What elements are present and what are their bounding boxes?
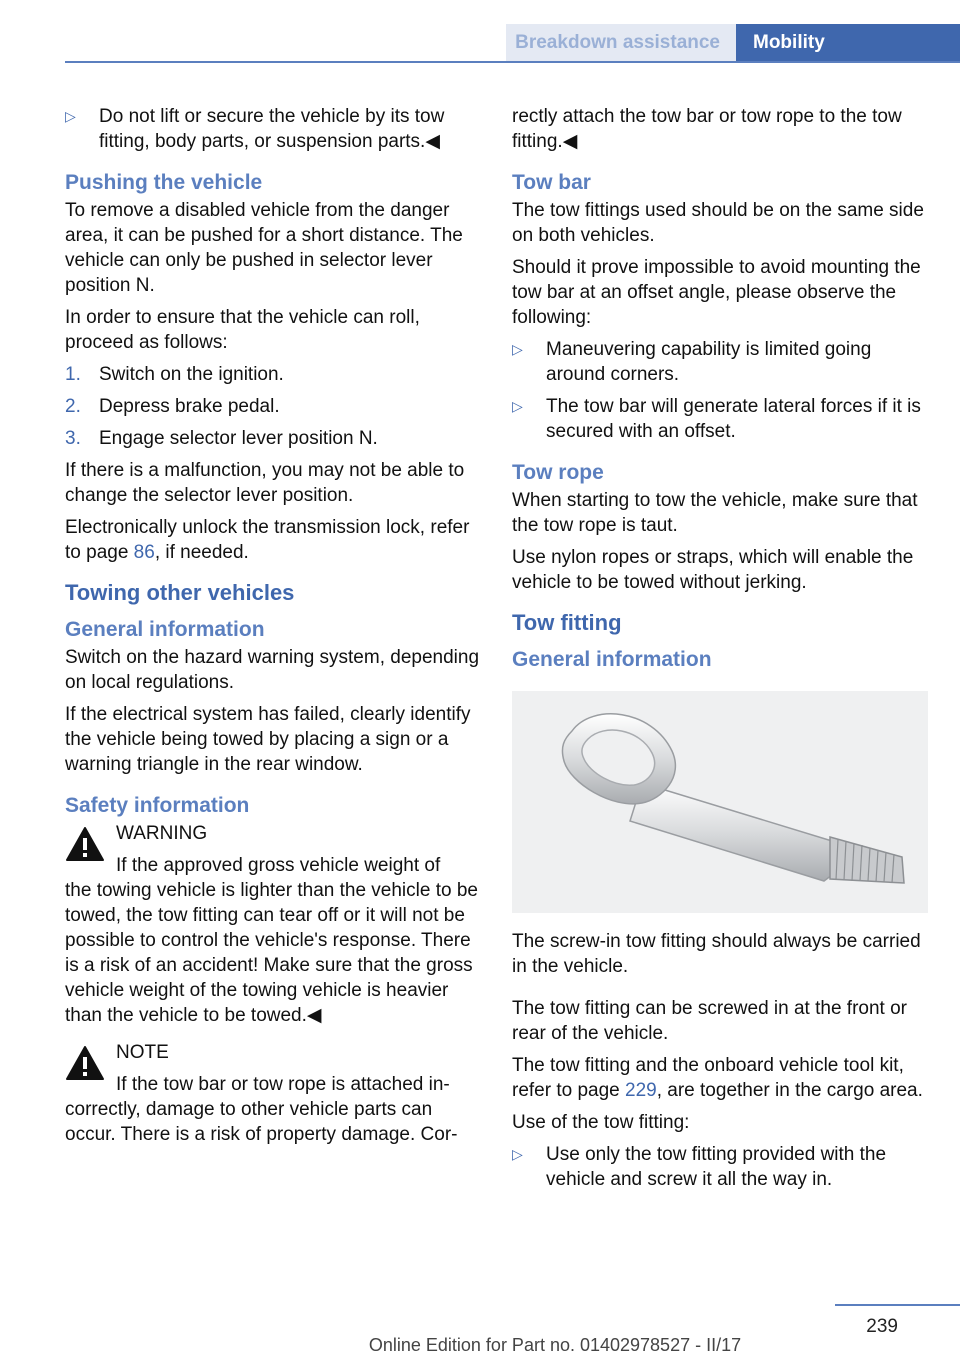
paragraph-text: The tow fitting and the onboard vehicle tool kit, refer to page: [512, 1055, 904, 1101]
warning-label: WARNING: [116, 823, 208, 844]
tow-fitting-icon: [512, 691, 928, 913]
list-item: [512, 1142, 930, 1192]
tow-fitting-illustration: [512, 691, 928, 913]
section-heading: General information: [512, 648, 712, 671]
paragraph: The screw-in tow fitting should always be carried in the vehicle.: [512, 931, 921, 977]
page-link[interactable]: 229: [625, 1080, 657, 1101]
paragraph: If the electrical system has failed, clearly identify the vehicle being towed by placing a sign or a warning triangle in the rear window.: [65, 704, 471, 775]
bullet-text: Maneuvering capability is limited going around corners.: [546, 339, 872, 385]
paragraph: rectly attach the tow bar or tow rope to the tow fitting.◀: [512, 106, 902, 152]
paragraph: If there is a malfunction, you may not be able to change the selector lever position.: [65, 460, 465, 506]
warning-block: [65, 821, 480, 878]
note-block: [65, 1040, 480, 1097]
edition-footer: Online Edition for Part no. 01402978527 - II/17: [368, 1335, 742, 1355]
bullet-text: Use only the tow fitting provided with the vehicle and screw it all the way in.: [546, 1144, 887, 1190]
warning-text: If the approved gross vehicle weight of: [116, 855, 441, 876]
paragraph-text: , if needed.: [154, 542, 249, 563]
section-heading: Safety information: [65, 794, 250, 817]
note-text: If the tow bar or tow rope is attached in-: [116, 1074, 450, 1095]
page-header: [0, 0, 960, 62]
note-text: correctly, damage to other vehicle parts can occur. There is a risk of property damage. Cor-: [65, 1099, 458, 1145]
right-column: [512, 104, 930, 1199]
warning-text: the towing vehicle is lighter than the vehicle to be towed, the tow fitting can tear off or it will not be possible to control the vehicle's response. There is a risk of an accident! Make sure that the gross vehicle weight of the towing vehicle is heavier than the vehicle to be towed.◀: [65, 880, 478, 1026]
list-item: [65, 394, 480, 419]
section-heading: Tow rope: [512, 461, 604, 484]
list-item: [512, 337, 930, 387]
header-rule: [65, 61, 960, 63]
step-number: 3.: [65, 428, 81, 449]
warning-triangle-icon: [65, 826, 105, 862]
page-link[interactable]: 86: [133, 542, 155, 563]
triangle-right-icon: ▷: [65, 108, 76, 124]
paragraph: The tow fitting can be screwed in at the front or rear of the vehicle.: [512, 998, 907, 1044]
paragraph-text: Electronically unlock the transmission lock, refer to page: [65, 517, 470, 563]
paragraph: [512, 1053, 930, 1103]
chapter-heading: Tow fitting: [512, 610, 622, 635]
chapter-tab[interactable]: Mobility: [736, 24, 960, 62]
step-text: Engage selector lever position N.: [99, 428, 378, 449]
triangle-right-icon: ▷: [512, 1146, 523, 1162]
section-heading: Tow bar: [512, 171, 591, 194]
section-heading: General information: [65, 618, 265, 641]
paragraph-text: , are together in the cargo area.: [656, 1080, 923, 1101]
chapter-heading: Towing other vehicles: [65, 580, 295, 605]
step-text: Switch on the ignition.: [99, 364, 284, 385]
paragraph: In order to ensure that the vehicle can roll, proceed as follows:: [65, 307, 420, 353]
section-heading: Pushing the vehicle: [65, 171, 263, 194]
triangle-right-icon: ▷: [512, 341, 523, 357]
list-item: [65, 104, 480, 154]
paragraph: [65, 515, 480, 565]
paragraph: When starting to tow the vehicle, make sure that the tow rope is taut.: [512, 490, 918, 536]
note-label: NOTE: [116, 1042, 169, 1063]
paragraph: To remove a disabled vehicle from the danger area, it can be pushed for a short distance. The vehicle can only be pushed in selector lever position N.: [65, 200, 463, 296]
list-item: [65, 362, 480, 387]
list-item: [65, 426, 480, 451]
bullet-text: Do not lift or secure the vehicle by its tow fitting, body parts, or suspension parts.◀: [99, 106, 445, 152]
bullet-text: The tow bar will generate lateral forces if it is secured with an offset.: [546, 396, 921, 442]
paragraph: Use of the tow fitting:: [512, 1112, 690, 1133]
step-text: Depress brake pedal.: [99, 396, 280, 417]
paragraph: Switch on the hazard warning system, depending on local regulations.: [65, 647, 480, 693]
section-tab[interactable]: Breakdown assistance: [506, 24, 736, 61]
paragraph: Use nylon ropes or straps, which will enable the vehicle to be towed without jerking.: [512, 547, 914, 593]
warning-triangle-icon: [65, 1045, 105, 1081]
step-number: 2.: [65, 396, 81, 417]
step-number: 1.: [65, 364, 81, 385]
footer-rule: [835, 1304, 960, 1306]
triangle-right-icon: ▷: [512, 398, 523, 414]
paragraph: The tow fittings used should be on the same side on both vehicles.: [512, 200, 924, 246]
left-column: [65, 104, 480, 1159]
list-item: [512, 394, 930, 444]
page-number: 239: [866, 1316, 898, 1337]
paragraph: Should it prove impossible to avoid mounting the tow bar at an offset angle, please observe the following:: [512, 257, 921, 328]
